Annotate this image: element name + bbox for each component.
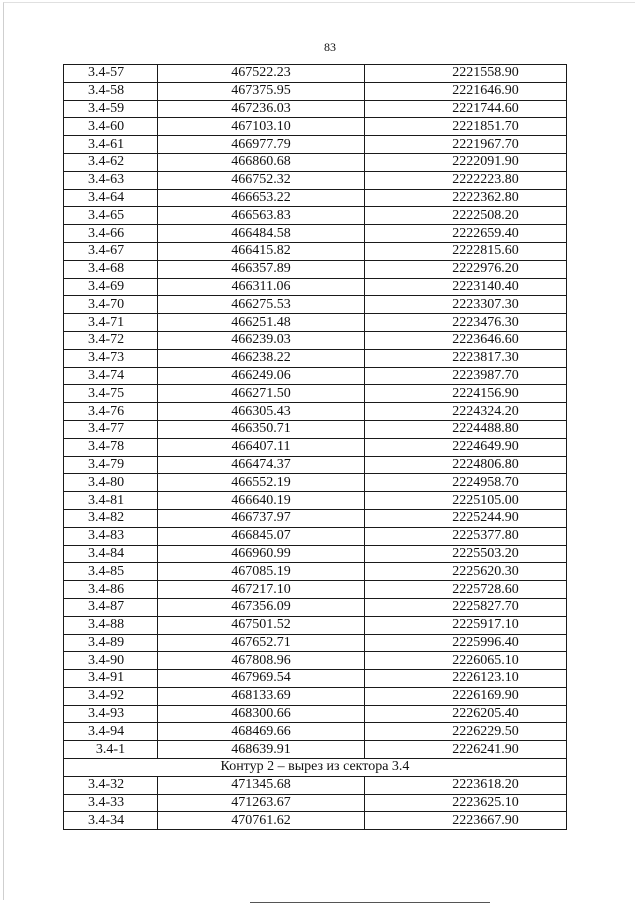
- y-coordinate-cell: 2223646.60: [365, 331, 567, 349]
- point-id-cell: 3.4-1: [64, 741, 158, 759]
- point-id-cell: 3.4-78: [64, 438, 158, 456]
- x-coordinate-cell: 467522.23: [158, 65, 365, 83]
- point-id-cell: 3.4-86: [64, 581, 158, 599]
- point-id-cell: 3.4-90: [64, 652, 158, 670]
- table-row: [64, 438, 567, 456]
- x-coordinate-cell: 466311.06: [158, 278, 365, 296]
- x-coordinate-cell: 466977.79: [158, 136, 365, 154]
- point-id-cell: 3.4-81: [64, 492, 158, 510]
- x-coordinate-cell: 466239.03: [158, 331, 365, 349]
- table-row: [64, 812, 567, 830]
- section-header-row: [64, 759, 567, 777]
- x-coordinate-cell: 466653.22: [158, 189, 365, 207]
- y-coordinate-cell: 2222091.90: [365, 153, 567, 171]
- point-id-cell: 3.4-88: [64, 616, 158, 634]
- point-id-cell: 3.4-75: [64, 385, 158, 403]
- point-id-cell: 3.4-65: [64, 207, 158, 225]
- table-row: [64, 652, 567, 670]
- x-coordinate-cell: 466737.97: [158, 509, 365, 527]
- contour-2-section: [64, 759, 567, 777]
- x-coordinate-cell: 466249.06: [158, 367, 365, 385]
- x-coordinate-cell: 467356.09: [158, 598, 365, 616]
- point-id-cell: 3.4-60: [64, 118, 158, 136]
- table-row: [64, 705, 567, 723]
- y-coordinate-cell: 2226241.90: [365, 741, 567, 759]
- y-coordinate-cell: 2224324.20: [365, 403, 567, 421]
- x-coordinate-cell: 471263.67: [158, 794, 365, 812]
- y-coordinate-cell: 2223307.30: [365, 296, 567, 314]
- y-coordinate-cell: 2223817.30: [365, 349, 567, 367]
- point-id-cell: 3.4-70: [64, 296, 158, 314]
- page-bottom-rule: [250, 902, 490, 903]
- x-coordinate-cell: 466563.83: [158, 207, 365, 225]
- table-row: [64, 794, 567, 812]
- page-number: 83: [324, 40, 336, 54]
- point-id-cell: 3.4-82: [64, 509, 158, 527]
- point-id-cell: 3.4-71: [64, 314, 158, 332]
- point-id-cell: 3.4-69: [64, 278, 158, 296]
- table-row: [64, 136, 567, 154]
- table-row: [64, 349, 567, 367]
- point-id-cell: 3.4-91: [64, 670, 158, 688]
- y-coordinate-cell: 2225503.20: [365, 545, 567, 563]
- table-row: [64, 492, 567, 510]
- point-id-cell: 3.4-58: [64, 82, 158, 100]
- y-coordinate-cell: 2224806.80: [365, 456, 567, 474]
- table-row: [64, 260, 567, 278]
- x-coordinate-cell: 467103.10: [158, 118, 365, 136]
- x-coordinate-cell: 468133.69: [158, 687, 365, 705]
- x-coordinate-cell: 466357.89: [158, 260, 365, 278]
- x-coordinate-cell: 466474.37: [158, 456, 365, 474]
- point-id-cell: 3.4-76: [64, 403, 158, 421]
- y-coordinate-cell: 2224488.80: [365, 420, 567, 438]
- table-row: [64, 367, 567, 385]
- point-id-cell: 3.4-33: [64, 794, 158, 812]
- table-row: [64, 527, 567, 545]
- point-id-cell: 3.4-63: [64, 171, 158, 189]
- table-row: [64, 65, 567, 83]
- y-coordinate-cell: 2223667.90: [365, 812, 567, 830]
- table-row: [64, 741, 567, 759]
- y-coordinate-cell: 2225728.60: [365, 581, 567, 599]
- point-id-cell: 3.4-62: [64, 153, 158, 171]
- point-id-cell: 3.4-85: [64, 563, 158, 581]
- point-id-cell: 3.4-61: [64, 136, 158, 154]
- point-id-cell: 3.4-79: [64, 456, 158, 474]
- x-coordinate-cell: 466238.22: [158, 349, 365, 367]
- point-id-cell: 3.4-32: [64, 776, 158, 794]
- y-coordinate-cell: 2225377.80: [365, 527, 567, 545]
- table-row: [64, 581, 567, 599]
- y-coordinate-cell: 2226123.10: [365, 670, 567, 688]
- y-coordinate-cell: 2224958.70: [365, 474, 567, 492]
- point-id-cell: 3.4-59: [64, 100, 158, 118]
- point-id-cell: 3.4-77: [64, 420, 158, 438]
- table-row: [64, 385, 567, 403]
- contour-1-rows: [64, 65, 567, 759]
- y-coordinate-cell: 2221646.90: [365, 82, 567, 100]
- point-id-cell: 3.4-92: [64, 687, 158, 705]
- table-row: [64, 723, 567, 741]
- x-coordinate-cell: 466752.32: [158, 171, 365, 189]
- point-id-cell: 3.4-87: [64, 598, 158, 616]
- y-coordinate-cell: 2221967.70: [365, 136, 567, 154]
- y-coordinate-cell: 2225827.70: [365, 598, 567, 616]
- table-row: [64, 474, 567, 492]
- x-coordinate-cell: 466305.43: [158, 403, 365, 421]
- x-coordinate-cell: 466484.58: [158, 225, 365, 243]
- table-row: [64, 100, 567, 118]
- table-row: [64, 670, 567, 688]
- x-coordinate-cell: 466350.71: [158, 420, 365, 438]
- y-coordinate-cell: 2226205.40: [365, 705, 567, 723]
- point-id-cell: 3.4-64: [64, 189, 158, 207]
- point-id-cell: 3.4-94: [64, 723, 158, 741]
- x-coordinate-cell: 468300.66: [158, 705, 365, 723]
- x-coordinate-cell: 466271.50: [158, 385, 365, 403]
- point-id-cell: 3.4-66: [64, 225, 158, 243]
- y-coordinate-cell: 2223987.70: [365, 367, 567, 385]
- table-row: [64, 296, 567, 314]
- x-coordinate-cell: 467375.95: [158, 82, 365, 100]
- point-id-cell: 3.4-68: [64, 260, 158, 278]
- y-coordinate-cell: 2226169.90: [365, 687, 567, 705]
- table-row: [64, 634, 567, 652]
- y-coordinate-cell: 2222362.80: [365, 189, 567, 207]
- table-row: [64, 687, 567, 705]
- y-coordinate-cell: 2222815.60: [365, 242, 567, 260]
- x-coordinate-cell: 467652.71: [158, 634, 365, 652]
- x-coordinate-cell: 466407.11: [158, 438, 365, 456]
- y-coordinate-cell: 2225105.00: [365, 492, 567, 510]
- x-coordinate-cell: 466960.99: [158, 545, 365, 563]
- table-row: [64, 171, 567, 189]
- table-row: [64, 242, 567, 260]
- y-coordinate-cell: 2222223.80: [365, 171, 567, 189]
- y-coordinate-cell: 2221851.70: [365, 118, 567, 136]
- table-row: [64, 314, 567, 332]
- x-coordinate-cell: 467808.96: [158, 652, 365, 670]
- y-coordinate-cell: 2223476.30: [365, 314, 567, 332]
- section-title: Контур 2 – вырез из сектора 3.4: [64, 759, 567, 777]
- y-coordinate-cell: 2221558.90: [365, 65, 567, 83]
- y-coordinate-cell: 2222508.20: [365, 207, 567, 225]
- point-id-cell: 3.4-67: [64, 242, 158, 260]
- table-row: [64, 776, 567, 794]
- table-row: [64, 563, 567, 581]
- table-row: [64, 118, 567, 136]
- point-id-cell: 3.4-72: [64, 331, 158, 349]
- point-id-cell: 3.4-83: [64, 527, 158, 545]
- y-coordinate-cell: 2225620.30: [365, 563, 567, 581]
- y-coordinate-cell: 2226229.50: [365, 723, 567, 741]
- x-coordinate-cell: 466860.68: [158, 153, 365, 171]
- x-coordinate-cell: 466275.53: [158, 296, 365, 314]
- y-coordinate-cell: 2223140.40: [365, 278, 567, 296]
- table-row: [64, 420, 567, 438]
- point-id-cell: 3.4-80: [64, 474, 158, 492]
- point-id-cell: 3.4-89: [64, 634, 158, 652]
- x-coordinate-cell: 468469.66: [158, 723, 365, 741]
- y-coordinate-cell: 2221744.60: [365, 100, 567, 118]
- point-id-cell: 3.4-93: [64, 705, 158, 723]
- y-coordinate-cell: 2224649.90: [365, 438, 567, 456]
- table-row: [64, 403, 567, 421]
- x-coordinate-cell: 467501.52: [158, 616, 365, 634]
- table-row: [64, 207, 567, 225]
- table-row: [64, 616, 567, 634]
- y-coordinate-cell: 2223618.20: [365, 776, 567, 794]
- x-coordinate-cell: 470761.62: [158, 812, 365, 830]
- table-row: [64, 331, 567, 349]
- y-coordinate-cell: 2225917.10: [365, 616, 567, 634]
- table-row: [64, 153, 567, 171]
- table-row: [64, 456, 567, 474]
- coordinates-table: [63, 64, 567, 830]
- x-coordinate-cell: 468639.91: [158, 741, 365, 759]
- x-coordinate-cell: 466251.48: [158, 314, 365, 332]
- table-row: [64, 545, 567, 563]
- x-coordinate-cell: 467969.54: [158, 670, 365, 688]
- table-row: [64, 509, 567, 527]
- x-coordinate-cell: 471345.68: [158, 776, 365, 794]
- table-row: [64, 82, 567, 100]
- x-coordinate-cell: 466640.19: [158, 492, 365, 510]
- x-coordinate-cell: 466552.19: [158, 474, 365, 492]
- y-coordinate-cell: 2223625.10: [365, 794, 567, 812]
- table-row: [64, 278, 567, 296]
- point-id-cell: 3.4-84: [64, 545, 158, 563]
- point-id-cell: 3.4-74: [64, 367, 158, 385]
- x-coordinate-cell: 467217.10: [158, 581, 365, 599]
- table-row: [64, 189, 567, 207]
- table-row: [64, 598, 567, 616]
- contour-2-rows: [64, 776, 567, 829]
- point-id-cell: 3.4-57: [64, 65, 158, 83]
- y-coordinate-cell: 2225244.90: [365, 509, 567, 527]
- table-row: [64, 225, 567, 243]
- x-coordinate-cell: 466415.82: [158, 242, 365, 260]
- point-id-cell: 3.4-34: [64, 812, 158, 830]
- y-coordinate-cell: 2224156.90: [365, 385, 567, 403]
- x-coordinate-cell: 466845.07: [158, 527, 365, 545]
- y-coordinate-cell: 2222659.40: [365, 225, 567, 243]
- y-coordinate-cell: 2226065.10: [365, 652, 567, 670]
- y-coordinate-cell: 2225996.40: [365, 634, 567, 652]
- point-id-cell: 3.4-73: [64, 349, 158, 367]
- y-coordinate-cell: 2222976.20: [365, 260, 567, 278]
- x-coordinate-cell: 467085.19: [158, 563, 365, 581]
- x-coordinate-cell: 467236.03: [158, 100, 365, 118]
